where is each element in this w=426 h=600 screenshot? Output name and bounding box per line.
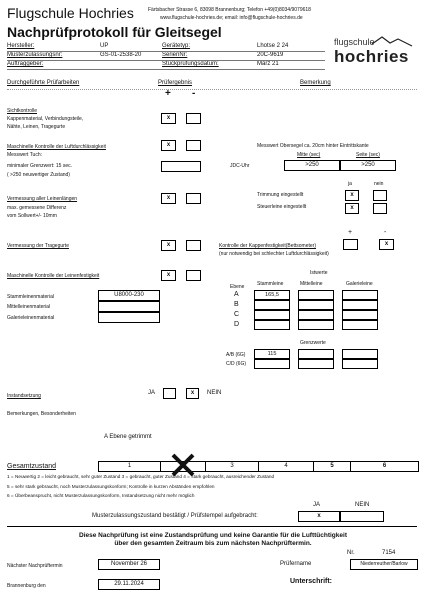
kappe-sub: (nur notwendig bei schlechter Luftdurchlässigkeit) — [219, 251, 329, 257]
ja-label: ja — [348, 181, 352, 187]
trage-minus-checkbox[interactable] — [186, 240, 201, 251]
steuer-nein-checkbox[interactable] — [373, 203, 387, 214]
cd-label: C/D (6G) — [226, 361, 246, 367]
muster-label: Musterzulassungszustand bestätigt / Prüfstempel aufgebracht: — [92, 513, 258, 519]
footer-line1: Diese Nachprüfung ist eine Zustandsprüfung und keine Garantie für die Lufttüchtigkeit — [79, 532, 347, 539]
auftraggeber-label: Auftraggeber: — [7, 61, 44, 67]
leinen-sub1: max. gemessene Differenz — [7, 205, 67, 211]
ort-label: Brannenburg den — [7, 583, 46, 589]
col-pruefarbeiten: Durchgeführte Prüfarbeiten — [7, 80, 80, 86]
muster-ja-checkbox[interactable]: x — [298, 511, 340, 522]
ebene-label: Ebene — [230, 284, 245, 290]
unterschrift-label: Unterschrift: — [290, 578, 333, 585]
leinen-plus-checkbox[interactable]: x — [161, 193, 176, 204]
sicht-sub2: Nähte, Leinen, Tragegurte — [7, 124, 66, 130]
mitte-label: Mitte (sec) — [297, 152, 321, 158]
next-date-field[interactable]: November 26 — [98, 559, 160, 570]
galerie-field[interactable] — [98, 312, 160, 323]
leinen-sub2: vom Sollwert+/- 10mm — [7, 213, 57, 219]
ebene-b: B — [234, 301, 239, 308]
galerie-label: Galerieleinenmaterial — [7, 315, 55, 321]
sicht-minus-checkbox[interactable] — [186, 113, 201, 124]
bemerk-label: Bemerkungen, Besonderheiten — [7, 411, 76, 417]
logo-top: flugschule — [334, 37, 375, 47]
leinfest-plus-checkbox[interactable]: x — [161, 270, 176, 281]
instand-ja-checkbox[interactable] — [163, 388, 176, 399]
stamm-field[interactable]: U8000-230 — [98, 290, 160, 301]
ist-a-stamm[interactable]: 165,5 — [254, 290, 290, 300]
luft-wert: Messwert Tuch: — [7, 152, 43, 158]
nr-value: 7154 — [382, 550, 396, 556]
kappe-minus-sign: - — [384, 229, 387, 236]
trage-plus-checkbox[interactable]: x — [161, 240, 176, 251]
ist-c-galerie[interactable] — [342, 310, 378, 320]
leinen-minus-checkbox[interactable] — [186, 193, 201, 204]
geraetetyp-label: Gerätetyp: — [162, 43, 191, 49]
mittel-field[interactable] — [98, 301, 160, 312]
mittelleine-col: Mittelleine — [300, 281, 323, 287]
ist-b-stamm[interactable] — [254, 300, 290, 310]
muster-ja-label: JA — [313, 502, 321, 508]
ist-d-stamm[interactable] — [254, 320, 290, 330]
steuer-ja-checkbox[interactable]: x — [345, 203, 359, 214]
hersteller-label: Hersteller: — [7, 43, 35, 49]
stueckpr-label: Stückprüfungsdatum: — [162, 61, 219, 67]
trimm-nein-checkbox[interactable] — [373, 190, 387, 201]
leinfest-minus-checkbox[interactable] — [186, 270, 201, 281]
legend-3: 6 = Überbeansprucht, nicht Musterzulassungskonform, Instandsetzung nicht mehr möglich — [7, 493, 195, 498]
istwerte-label: Istwerte — [310, 270, 328, 276]
ist-d-mittel[interactable] — [298, 320, 334, 330]
ist-d-galerie[interactable] — [342, 320, 378, 330]
hersteller-value: UP — [100, 43, 109, 49]
legend-1: 1 = Neuwertig 2 = leicht gebraucht, sehr guter Zustand 3 = gebraucht, guter Zustand 4 = stark gebraucht, ausreichender Zustand — [7, 474, 275, 479]
ab-label: A/B (6G) — [226, 352, 246, 358]
sicht-plus-checkbox[interactable]: x — [161, 113, 176, 124]
instand-nein-label: NEIN — [207, 390, 222, 396]
kappe-plus-checkbox[interactable] — [343, 239, 358, 250]
gesamt-6[interactable]: 6 — [350, 461, 419, 472]
nr-label: Nr. — [347, 550, 355, 556]
luft-minus-checkbox[interactable] — [186, 140, 201, 151]
col-ergebnis: Prüfergebnis — [158, 80, 193, 86]
ab-mittel[interactable] — [298, 349, 334, 359]
sicht-label: Sichtkontrolle — [7, 108, 38, 114]
muster-nein-checkbox[interactable] — [340, 511, 384, 522]
seriennr-label: SerienNr: — [162, 52, 188, 58]
ebene-d: D — [234, 321, 240, 328]
kappe-label: Kontrolle der Kappenfestigkeit(Bettsometer) — [219, 243, 316, 249]
mitte-field[interactable]: >250 — [284, 160, 340, 171]
cd-stamm[interactable] — [254, 359, 290, 369]
instand-ja-label: JA — [148, 390, 156, 396]
logo — [332, 34, 418, 72]
ab-galerie[interactable] — [342, 349, 378, 359]
ebene-a: A — [234, 291, 239, 298]
kappe-minus-checkbox[interactable]: x — [379, 239, 394, 250]
luft-neu: ( >250 neuwertiger Zustand) — [7, 172, 70, 178]
cd-galerie[interactable] — [342, 359, 378, 369]
luft-min: minimaler Grenzwert: 15 sec. — [7, 163, 73, 169]
musterzul-value: GS-01-2538-20 — [100, 52, 142, 58]
gesamt-1[interactable]: 1 — [98, 461, 161, 472]
mittel-label: Mittelleinenmaterial — [7, 304, 51, 310]
leinfest-label: Maschinelle Kontrolle der Leinenfestigkeit — [7, 273, 100, 279]
ist-c-mittel[interactable] — [298, 310, 334, 320]
kappe-plus-sign: + — [348, 229, 353, 236]
pruefer-field[interactable]: Niederreuther/Barlow — [350, 559, 418, 570]
stamm-label: Stammleinenmaterial — [7, 294, 54, 300]
muster-nein-label: NEIN — [355, 502, 370, 508]
gesamt-5[interactable]: 5 — [313, 461, 351, 472]
ist-b-galerie[interactable] — [342, 300, 378, 310]
company-web: www.flugschule-hochries.de; email: info@flugschule-hochries.de — [160, 15, 303, 21]
luft-label: Maschinelle Kontrolle der Luftdurchlässigkeit — [7, 144, 106, 150]
page-title: Nachprüfprotokoll für Gleitsegel — [7, 24, 222, 40]
musterzul-label: Musterzulassungsnr: — [7, 52, 63, 58]
ist-b-mittel[interactable] — [298, 300, 334, 310]
seite-label: Seite (sec) — [356, 152, 380, 158]
luft-plus-checkbox[interactable]: x — [161, 140, 176, 151]
ab-stamm[interactable]: 115 — [254, 349, 290, 359]
instand-nein-checkbox[interactable]: x — [186, 388, 199, 399]
bemerk-text: A Ebene getrimmt — [104, 434, 152, 440]
ebene-c: C — [234, 311, 240, 318]
nein-label: nein — [374, 181, 384, 187]
seite-field[interactable]: >250 — [340, 160, 396, 171]
luft-bemerk: Messwert Obersegel ca. 20cm hinter Eintrittskante — [257, 143, 369, 149]
ist-a-galerie[interactable] — [342, 290, 378, 300]
instand-label: Instandsetzung — [7, 393, 41, 399]
cd-mittel[interactable] — [298, 359, 334, 369]
ist-a-mittel[interactable] — [298, 290, 334, 300]
footer-line2: über den gesamten Zeitraum bis zum nächsten Nachprüftermin. — [114, 540, 312, 547]
ist-c-stamm[interactable] — [254, 310, 290, 320]
col-minus: - — [192, 88, 196, 99]
seriennr-value: 20C-9619 — [257, 52, 284, 58]
trimm-label: Trimmung eingestellt — [257, 192, 304, 198]
geraetetyp-value: Lhotse 2 24 — [257, 43, 289, 49]
luft-wert-field[interactable] — [161, 161, 201, 172]
steuer-label: Steuerleine eingestellt — [257, 204, 307, 210]
leinen-label: Vermessung aller Leinenlängen — [7, 196, 78, 202]
pruefer-label: Prüfername — [280, 561, 312, 567]
gesamt-3[interactable]: 3 — [205, 461, 259, 472]
trimm-ja-checkbox[interactable]: x — [345, 190, 359, 201]
next-label: Nächster Nachprüftermin — [7, 563, 63, 569]
col-plus: + — [165, 88, 171, 99]
col-bemerkung: Bemerkung — [300, 80, 331, 86]
trage-label: Vermessung der Tragegurte — [7, 243, 69, 249]
jdc-label: JDC-Uhr — [230, 163, 250, 169]
gesamt-4[interactable]: 4 — [258, 461, 314, 472]
company-name: Flugschule Hochries — [7, 5, 134, 21]
stammleine-col: Stammleine — [257, 281, 284, 287]
gesamt-label: Gesamtzustand — [7, 463, 57, 470]
grenz-label: Grenzwerte — [300, 340, 326, 346]
company-address: Färtsbacher Strasse 6, 83098 Brannenburg; Telefon +49(0)8034/9079618 — [148, 7, 311, 13]
logo-bottom: hochries — [334, 47, 409, 66]
legend-2: 5 = sehr stark gebraucht, noch Musterzulassungskonform; Kontrolle in kurzen Abständen empfohlen — [7, 484, 215, 489]
sicht-sub1: Kappenmaterial, Verbindungsteile, — [7, 116, 84, 122]
galerieleine-col: Galerieleine — [346, 281, 373, 287]
datum-field[interactable]: 29.11.2024 — [98, 579, 160, 590]
stueckpr-value: März 21 — [257, 61, 279, 67]
